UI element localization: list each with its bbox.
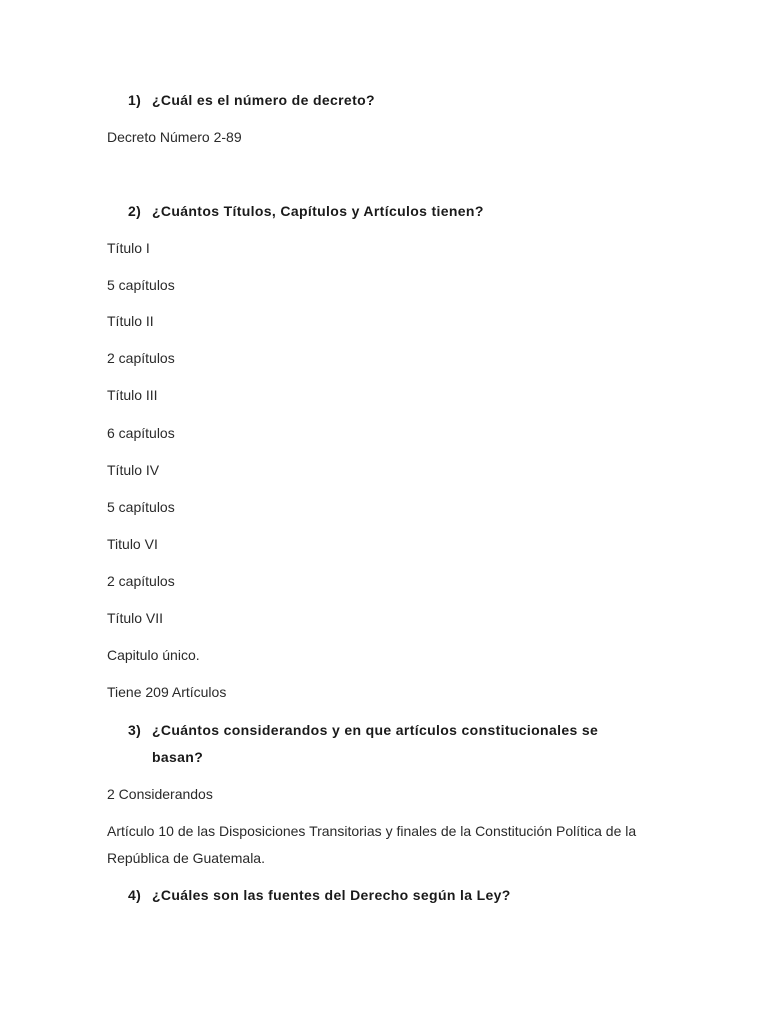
question-2 xyxy=(128,198,628,225)
answer-line: 2 Considerandos xyxy=(107,786,213,802)
question-number: 4) xyxy=(128,887,142,903)
answer-line: 2 capítulos xyxy=(107,573,175,589)
answer-line: 5 capítulos xyxy=(107,499,175,515)
question-4 xyxy=(128,882,628,909)
question-1 xyxy=(128,87,628,114)
answer-paragraph: Artículo 10 de las Disposiciones Transitorias y finales de la Constitución Política de la República de Guatemala. xyxy=(107,823,637,866)
answer-line: Título I xyxy=(107,240,150,256)
answer-line: 5 capítulos xyxy=(107,277,175,293)
answer-line: Tiene 209 Artículos xyxy=(107,684,227,700)
question-number: 3) xyxy=(128,722,142,738)
question-3 xyxy=(128,717,628,771)
answer-line: Titulo VI xyxy=(107,536,158,552)
answer-line: 2 capítulos xyxy=(107,350,175,366)
answer-line: Título IV xyxy=(107,462,160,478)
answer-line: Título III xyxy=(107,387,158,403)
question-text: ¿Cuántos considerandos y en que artículos constitucionales se basan? xyxy=(152,722,599,765)
answer-line: Título VII xyxy=(107,610,164,626)
answer-line: Capitulo único. xyxy=(107,647,200,663)
question-text: ¿Cuántos Títulos, Capítulos y Artículos tienen? xyxy=(152,203,484,219)
question-text: ¿Cuáles son las fuentes del Derecho según la Ley? xyxy=(152,887,511,903)
answer-line: Título II xyxy=(107,313,154,329)
question-number: 1) xyxy=(128,92,142,108)
question-number: 2) xyxy=(128,203,142,219)
question-text: ¿Cuál es el número de decreto? xyxy=(152,92,375,108)
answer-line: Decreto Número 2-89 xyxy=(107,129,242,145)
answer-line: 6 capítulos xyxy=(107,425,175,441)
